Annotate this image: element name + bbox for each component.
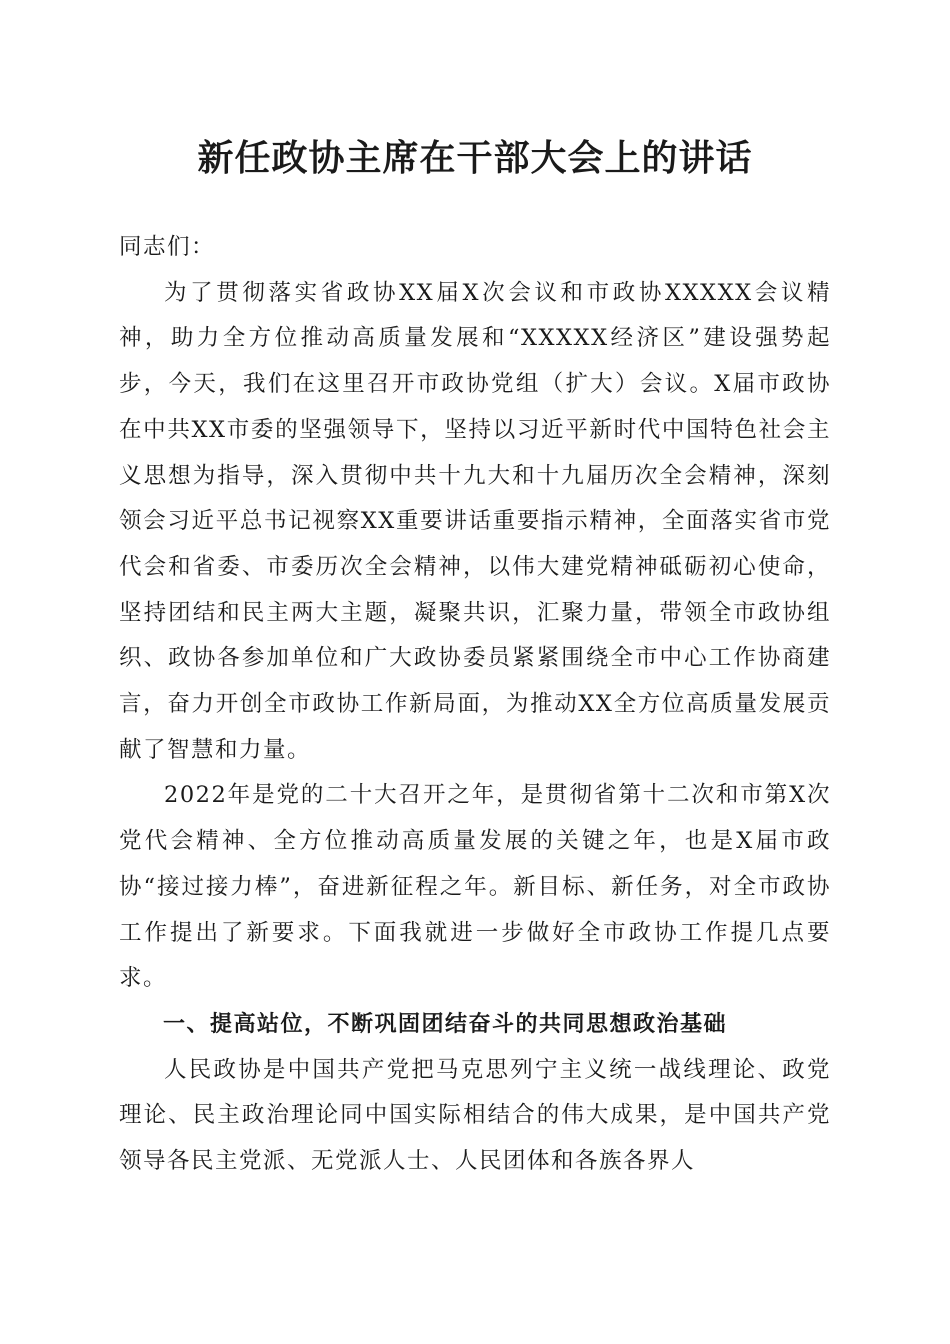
section-heading: 一、提高站位，不断巩固团结奋斗的共同思想政治基础 <box>163 1011 728 1037</box>
section-paragraph: 人民政协是中国共产党把马克思列宁主义统一战线理论、政党理论、民主政治理论同中国实际相结合的伟大成果，是中国共产党领导各民主党派、无党派人士、人民团体和各族各界人 <box>119 1056 831 1175</box>
document-title: 新任政协主席在干部大会上的讲话 <box>197 137 753 179</box>
body-paragraph-1: 为了贯彻落实省政协XX届X次会议和市政协XXXXX会议精神，助力全方位推动高质量发展和“XXXXX经济区”建设强势起步，今天，我们在这里召开市政协党组（扩大）会议。X届市政协在中共XX市委的坚强领导下，坚持以习近平新时代中国特色社会主义思想为指导，深入贯彻中共十九大和十九届历次全会精神，深刻领会习近平总书记视察XX重要讲话重要指示精神，全面落实省市党代会和省委、市委历次全会精神，以伟大建党精神砥砺初心使命，坚持团结和民主两大主题，凝聚共识，汇聚力量，带领全市政协组织、政协各参加单位和广大政协委员紧紧围绕全市中心工作协商建言，奋力开创全市政协工作新局面，为推动XX全方位高质量发展贡献了智慧和力量。 <box>119 279 831 763</box>
salutation: 同志们： <box>119 234 216 260</box>
document-body <box>119 225 831 1185</box>
body-paragraph-2: 2022年是党的二十大召开之年，是贯彻省第十二次和市第X次党代会精神、全方位推动高质量发展的关键之年，也是X届市政协“接过接力棒”，奋进新征程之年。新目标、新任务，对全市政协工作提出了新要求。下面我就进一步做好全市政协工作提几点要求。 <box>119 782 831 992</box>
